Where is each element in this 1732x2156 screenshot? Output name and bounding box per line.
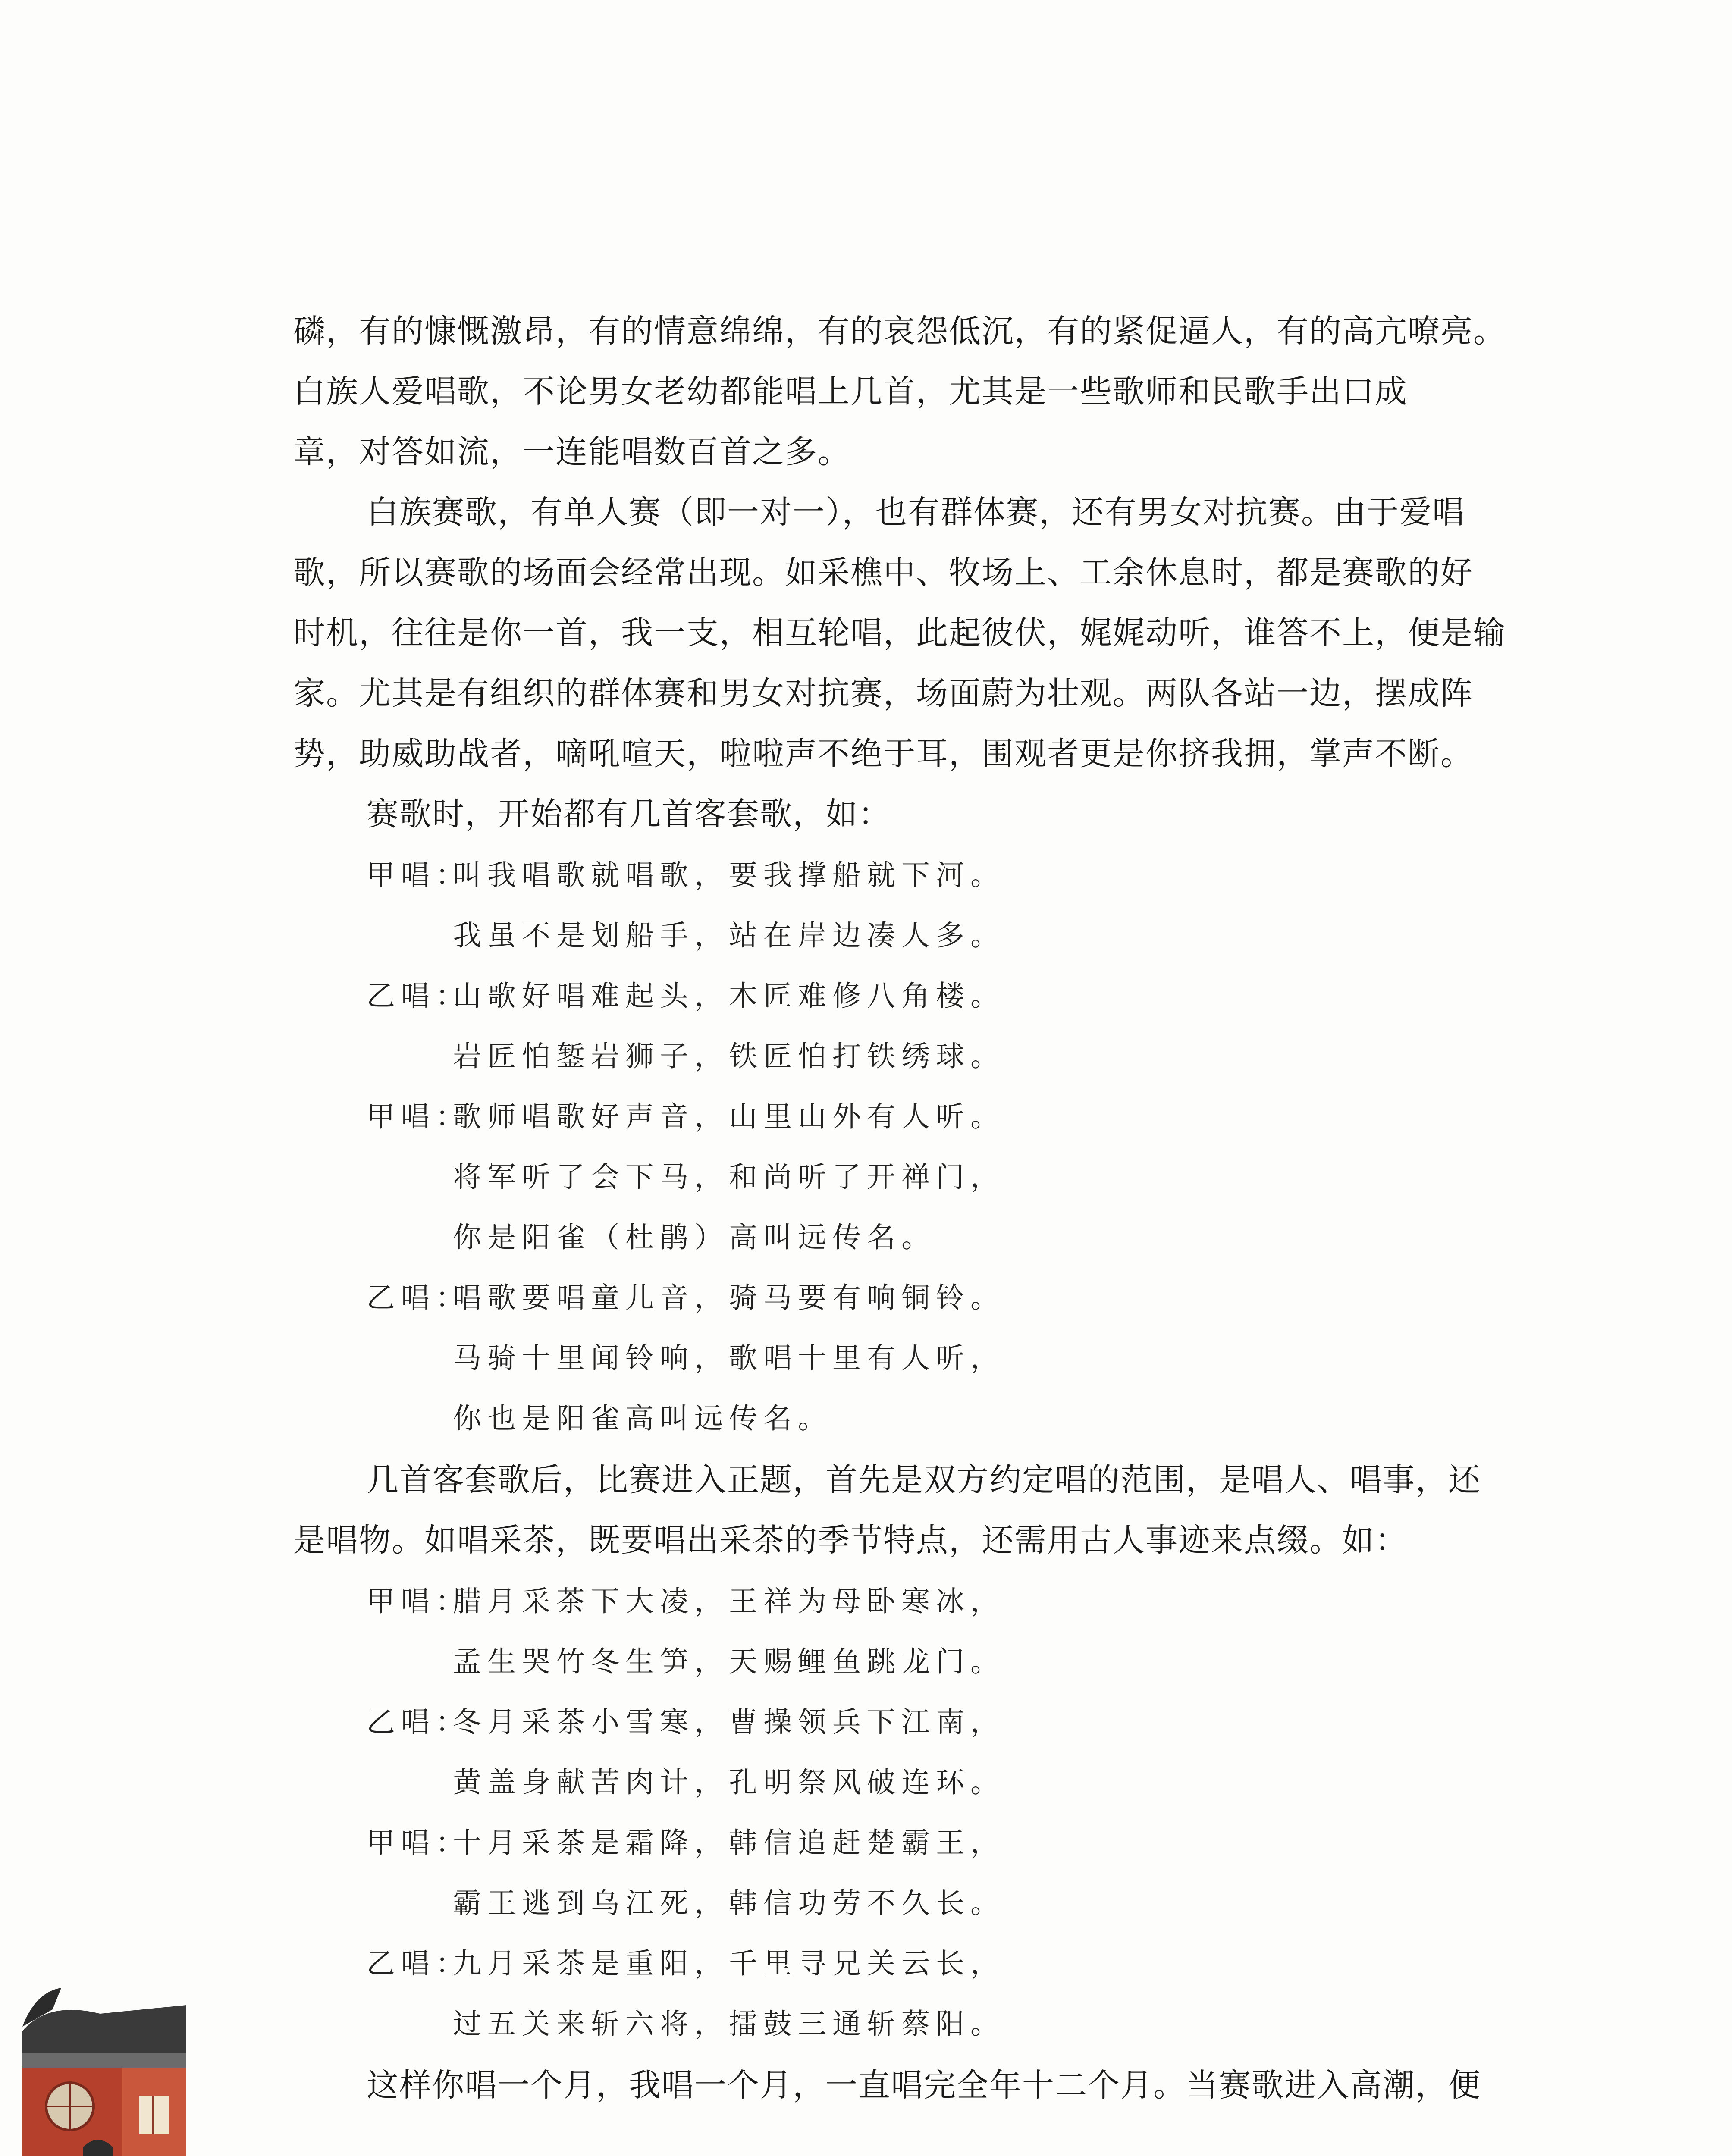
temple-icon bbox=[22, 1984, 186, 2156]
paragraph-line: 几首客套歌后，比赛进入正题，首先是双方约定唱的范围，是唱人、唱事，还 bbox=[367, 1461, 1481, 1498]
paragraph-line: 歌，所以赛歌的场面会经常出现。如采樵中、牧场上、工余休息时，都是赛歌的好 bbox=[293, 554, 1473, 591]
verse-text: 唱歌要唱童儿音，骑马要有响铜铃。 bbox=[453, 1281, 1005, 1314]
verse-text: 歌师唱歌好声音，山里山外有人听。 bbox=[453, 1100, 1005, 1133]
paragraph-line: 白族赛歌，有单人赛（即一对一），也有群体赛，还有男女对抗赛。由于爱唱 bbox=[367, 494, 1465, 531]
verse-text: 你是阳雀（杜鹃）高叫远传名。 bbox=[453, 1221, 936, 1254]
verse-text: 叫我唱歌就唱歌，要我撑船就下河。 bbox=[453, 859, 1005, 892]
verse-speaker: 甲唱： bbox=[367, 1100, 470, 1133]
temple-illustration bbox=[22, 1984, 186, 2156]
paragraph-line: 这样你唱一个月，我唱一个月，一直唱完全年十二个月。当赛歌进入高潮，便 bbox=[367, 2067, 1481, 2104]
verse-speaker: 乙唱： bbox=[367, 1947, 470, 1980]
paragraph-line: 势，助威助战者，嘀吼喧天，啦啦声不绝于耳，围观者更是你挤我拥，掌声不断。 bbox=[293, 735, 1473, 772]
verse-text: 九月采茶是重阳，千里寻兄关云长， bbox=[453, 1947, 1005, 1980]
paragraph-line: 赛歌时，开始都有几首客套歌，如： bbox=[367, 796, 891, 833]
verse-speaker: 甲唱： bbox=[367, 1826, 470, 1859]
verse-speaker: 乙唱： bbox=[367, 1705, 470, 1739]
verse-speaker: 乙唱： bbox=[367, 1281, 470, 1314]
verse-text: 山歌好唱难起头，木匠难修八角楼。 bbox=[453, 979, 1005, 1012]
verse-text: 霸王逃到乌江死，韩信功劳不久长。 bbox=[453, 1887, 1005, 1920]
verse-text: 冬月采茶小雪寒，曹操领兵下江南， bbox=[453, 1705, 1005, 1739]
verse-text: 将军听了会下马，和尚听了开禅门， bbox=[453, 1160, 1005, 1194]
verse-speaker: 甲唱： bbox=[367, 1585, 470, 1618]
verse-text: 我虽不是划船手，站在岸边凑人多。 bbox=[453, 919, 1005, 952]
verse-text: 十月采茶是霜降，韩信追赶楚霸王， bbox=[453, 1826, 1005, 1859]
verse-speaker: 甲唱： bbox=[367, 859, 470, 892]
paragraph-line: 家。尤其是有组织的群体赛和男女对抗赛，场面蔚为壮观。两队各站一边，摆成阵 bbox=[293, 675, 1473, 712]
verse-text: 孟生哭竹冬生笋，天赐鲤鱼跳龙门。 bbox=[453, 1645, 1005, 1678]
verse-text: 你也是阳雀高叫远传名。 bbox=[453, 1402, 832, 1435]
paragraph-line: 章，对答如流，一连能唱数百首之多。 bbox=[293, 433, 850, 470]
verse-text: 过五关来斩六将，擂鼓三通斩蔡阳。 bbox=[453, 2007, 1005, 2040]
verse-text: 腊月采茶下大凌，王祥为母卧寒冰， bbox=[453, 1585, 1005, 1618]
paragraph-line: 白族人爱唱歌，不论男女老幼都能唱上几首，尤其是一些歌师和民歌手出口成 bbox=[293, 373, 1408, 410]
verse-text: 岩匠怕錾岩狮子，铁匠怕打铁绣球。 bbox=[453, 1040, 1005, 1073]
paragraph-line: 磷，有的慷慨激昂，有的情意绵绵，有的哀怨低沉，有的紧促逼人，有的高亢嘹亮。 bbox=[293, 313, 1506, 350]
verse-text: 马骑十里闻铃响，歌唱十里有人听， bbox=[453, 1341, 1005, 1375]
paragraph-line: 是唱物。如唱采茶，既要唱出采茶的季节特点，还需用古人事迹来点缀。如： bbox=[293, 1522, 1408, 1559]
verse-speaker: 乙唱： bbox=[367, 979, 470, 1012]
paragraph-line: 时机，往往是你一首，我一支，相互轮唱，此起彼伏，娓娓动听，谁答不上，便是输 bbox=[293, 614, 1506, 652]
verse-text: 黄盖身献苦肉计，孔明祭风破连环。 bbox=[453, 1766, 1005, 1799]
